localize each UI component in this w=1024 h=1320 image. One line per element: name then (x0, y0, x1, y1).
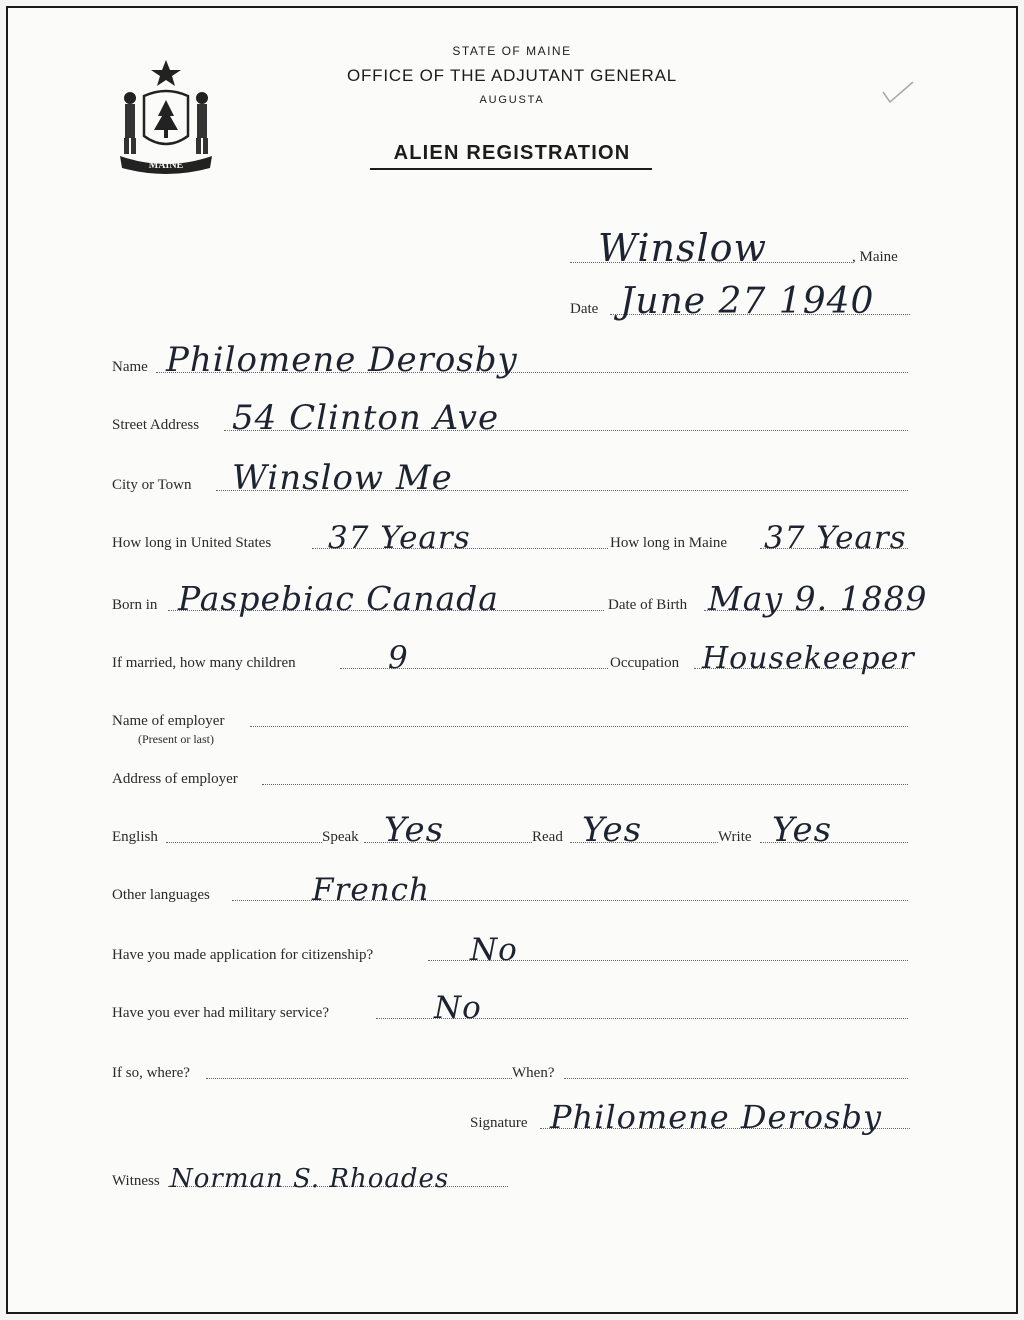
military-label: Have you ever had military service? (112, 1005, 329, 1021)
city-value[interactable]: Winslow Me (232, 458, 453, 498)
witness-row (112, 1164, 532, 1194)
city-label: City or Town (112, 477, 192, 493)
check-mark-icon (880, 78, 916, 106)
children-row (112, 640, 932, 676)
title-underline (370, 168, 652, 170)
citizenship-value[interactable]: No (470, 932, 518, 968)
header-state: STATE OF MAINE (452, 44, 572, 58)
children-dotted-line (340, 668, 608, 669)
residence-row (112, 520, 932, 556)
name-label: Name (112, 359, 148, 375)
date-row (570, 281, 914, 322)
employer-address-row (112, 762, 912, 792)
other-languages-value[interactable]: French (312, 872, 430, 908)
english-dotted-line-1 (166, 842, 322, 843)
signature-value[interactable]: Philomene Derosby (550, 1098, 883, 1136)
us-duration-value[interactable]: 37 Years (328, 520, 471, 556)
children-value[interactable]: 9 (388, 640, 409, 676)
name-row (112, 340, 912, 380)
dob-value[interactable]: May 9. 1889 (708, 579, 928, 618)
english-label: English (112, 829, 158, 845)
place-value[interactable]: Winslow (598, 226, 768, 270)
header-city: AUGUSTA (479, 94, 545, 106)
dob-label: Date of Birth (608, 597, 688, 613)
seal-banner-text: MAINE (148, 160, 184, 171)
employer-address-dotted-line (262, 784, 908, 785)
employer-sublabel: (Present or last) (138, 732, 214, 746)
speak-value[interactable]: Yes (384, 810, 445, 850)
occupation-value[interactable]: Housekeeper (702, 641, 915, 676)
signature-label: Signature (470, 1115, 528, 1131)
military-row (112, 990, 912, 1026)
children-label: If married, how many children (112, 655, 296, 671)
maine-duration-value[interactable]: 37 Years (764, 520, 907, 556)
street-address-value[interactable]: 54 Clinton Ave (232, 398, 500, 438)
witness-label: Witness (112, 1173, 160, 1189)
where-dotted-line (206, 1078, 512, 1079)
military-value[interactable]: No (434, 990, 482, 1026)
name-value[interactable]: Philomene Derosby (166, 340, 518, 380)
service-location-row (112, 1056, 912, 1086)
header-office: OFFICE OF THE ADJUTANT GENERAL (346, 66, 678, 85)
when-label: When? (512, 1065, 555, 1081)
born-in-value[interactable]: Paspebiac Canada (178, 579, 499, 618)
where-label: If so, where? (112, 1065, 190, 1081)
employer-address-label: Address of employer (112, 771, 238, 787)
write-label: Write (718, 829, 752, 845)
maine-suffix-label: , Maine (852, 249, 898, 265)
maine-duration-label: How long in Maine (610, 535, 728, 551)
form-title: ALIEN REGISTRATION (393, 142, 631, 164)
street-address-label: Street Address (112, 417, 200, 433)
speak-label: Speak (322, 829, 359, 845)
employer-dotted-line (250, 726, 908, 727)
date-label: Date (570, 301, 599, 317)
date-value[interactable]: June 27 1940 (620, 281, 875, 322)
when-dotted-line (564, 1078, 908, 1079)
citizenship-label: Have you made application for citizenship? (112, 947, 374, 963)
citizenship-row (112, 932, 912, 968)
us-duration-label: How long in United States (112, 535, 272, 551)
occupation-label: Occupation (610, 655, 680, 671)
signature-row (470, 1098, 930, 1136)
write-value[interactable]: Yes (772, 810, 833, 850)
read-label: Read (532, 829, 563, 845)
employer-label: Name of employer (112, 713, 225, 729)
state-seal-icon (112, 56, 220, 178)
street-row (112, 398, 912, 438)
city-row (112, 458, 912, 498)
other-languages-label: Other languages (112, 887, 210, 903)
read-value[interactable]: Yes (582, 810, 643, 850)
witness-value[interactable]: Norman S. Rhoades (170, 1164, 450, 1194)
english-row (112, 810, 912, 850)
other-languages-row (112, 872, 912, 908)
born-in-label: Born in (112, 597, 158, 613)
place-row (570, 226, 914, 270)
birth-row (112, 579, 932, 618)
employer-row (112, 704, 912, 734)
